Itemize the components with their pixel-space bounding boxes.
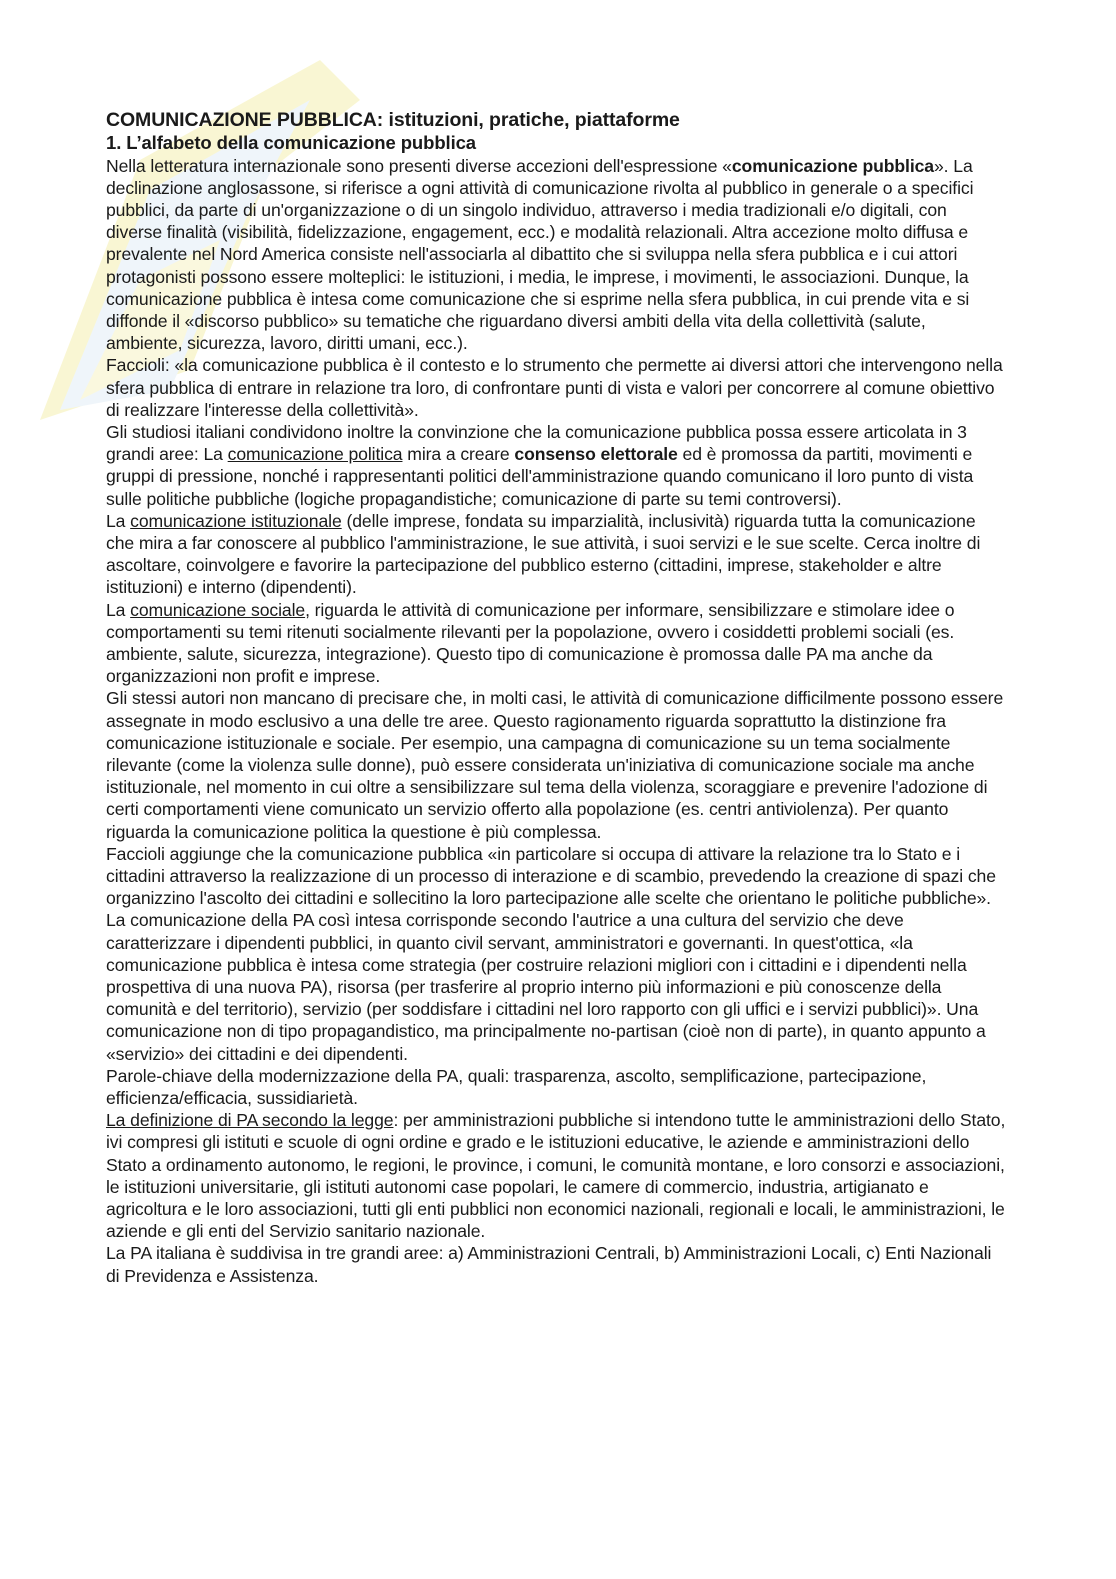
text-run: : per amministrazioni pubbliche si intendono tutte le amministrazioni dello Stato, ivi compresi gli istituti e scuole di ogni ordine e grado e le istituzioni educative, le aziende e amministrazioni dello Stato a ordinamento autonomo, le regioni, le province, i comuni, le comunità montane, e loro consorzi e associazioni, le istituzioni universitarie, gli istituti autonomi case popolari, le camere di commercio, industria, artigianato e agricoltura e le loro associazioni, tutti gli enti pubblici non economici nazionali, regionali e locali, le amministrazioni, le aziende e gli enti del Servizio sanitario nazionale. [106,1110,1006,1242]
text-run: Nella letteratura internazionale sono presenti diverse accezioni dell'espressione « [106,155,732,176]
paragraph-pa-areas: La PA italiana è suddivisa in tre grandi aree: a) Amministrazioni Centrali, b) Amministrazioni Locali, c) Enti Nazionali di Previdenza e Assistenza. [106,1243,992,1286]
paragraph-social [106,599,1006,688]
text-run: ed è promossa da partiti, movimenti e gruppi di pressione, nonché i rappresentanti politici dell'amministrazione quando comunicano il loro punto di vista sulle politiche pubbliche (logiche propagandistiche; comunicazione di parte su temi controversi). [106,444,974,509]
underlined-term: comunicazione politica [227,444,403,465]
bold-term: consenso elettorale [514,444,678,465]
underlined-term: comunicazione istituzionale [130,510,342,531]
paragraph-keywords: Parole-chiave della modernizzazione della PA, quali: trasparenza, ascolto, semplificazione, partecipazione, efficienza/efficacia, sussidiarietà. [106,1065,927,1109]
paragraph-overlap: Gli stessi autori non mancano di precisare che, in molti casi, le attività di comunicazione difficilmente possono essere assegnate in modo esclusivo a una delle tre aree. Questo ragionamento riguarda soprattutto la distinzione fra comunicazione istituzionale e sociale. Per esempio, una campagna di comunicazione su un tema socialmente rilevante (come la violenza sulle donne), può essere considerata un'iniziativa di comunicazione sociale ma anche istituzionale, nel momento in cui oltre a sensibilizzare sul tema della violenza, scoraggiare e prevenire l'adozione di certi comportamenti viene comunicato un servizio offerto alla popolazione (es. centri antiviolenza). Per quanto riguarda la comunicazione politica la questione è più complessa. [106,688,1004,842]
document-title: COMUNICAZIONE PUBBLICA: istituzioni, pratiche, piattaforme [106,109,680,131]
text-run: La [106,510,131,531]
section-heading: 1. L’alfabeto della comunicazione pubblica [106,132,476,153]
document-page [106,108,1006,1287]
underlined-term: La definizione di PA secondo la legge [106,1110,394,1131]
paragraph-definitions [106,155,1006,355]
paragraph-faccioli-quote: Faccioli: «la comunicazione pubblica è il contesto e lo strumento che permette ai diversi attori che intervengono nella sfera pubblica di entrare in relazione tra loro, di confrontare punti di vista e valori per concorrere al comune obiettivo di realizzare l'interesse della collettività». [106,355,1003,420]
paragraph-institutional [106,510,1006,599]
bold-term: comunicazione pubblica [731,155,934,176]
underlined-term: comunicazione sociale [130,599,306,620]
text-run: ». La declinazione anglosassone, si riferisce a ogni attività di comunicazione rivolta al pubblico in generale o a specifici pubblici, da parte di un'organizzazione o di un singolo individuo, attraverso i media tradizionali e/o digitali, con diverse finalità (visibilità, fidelizzazione, engagement, ecc.) e modalità relazionali. Altra accezione molto diffusa e prevalente nel Nord America consiste nell'associarla al dibattito che si sviluppa nella sfera pubblica e i cui attori protagonisti possono essere molteplici: le istituzioni, i media, le imprese, i movimenti, le associazioni. Dunque, la comunicazione pubblica è intesa come comunicazione che si esprime nella sfera pubblica, in cui prende vita e si diffonde il «discorso pubblico» su tematiche che riguardano diversi ambiti della vita della collettività (salute, ambiente, sicurezza, lavoro, diritti umani, ecc.). [106,155,974,354]
paragraph-pa-definition [106,1109,1006,1242]
text-run: mira a creare [402,444,515,465]
text-run: La [106,599,131,620]
text-run: , riguarda le attività di comunicazione per informare, sensibilizzare e stimolare idee o comportamenti su temi ritenuti socialmente rilevanti per la popolazione, ovvero i cosiddetti problemi sociali (es. ambiente, salute, sicurezza, integrazione). Questo tipo di comunicazione è promossa dalle PA ma anche da organizzazioni non profit e imprese. [106,599,955,687]
paragraph-faccioli-relation: Faccioli aggiunge che la comunicazione pubblica «in particolare si occupa di attivare la relazione tra lo Stato e i cittadini attraverso la realizzazione di un processo di interazione e di scambio, prevedendo la creazione di spazi che organizzino l'ascolto dei cittadini e sollecitino la loro partecipazione alle scelte che orientano le politiche pubbliche». La comunicazione della PA così intesa corrisponde secondo l'autrice a una cultura del servizio che deve caratterizzare i dipendenti pubblici, in quanto civil servant, amministratori e governanti. In quest'ottica, «la comunicazione pubblica è intesa come strategia (per costruire relazioni migliori con i cittadini e i dipendenti nella prospettiva di una nuova PA), risorsa (per trasferire al proprio interno più informazioni e più conoscenze della comunità e del territorio), servizio (per soddisfare i cittadini nel loro rapporto con gli uffici e i servizi pubblici)». Una comunicazione non di tipo propagandistico, ma principalmente no-partisan (cioè non di parte), in quanto appunto a «servizio» dei cittadini e dei dipendenti. [106,843,996,1064]
text-run: (delle imprese, fondata su imparzialità, inclusività) riguarda tutta la comunicazione che mira a far conoscere al pubblico l'amministrazione, le sue attività, i suoi servizi e le sue scelte. Cerca inoltre di ascoltare, coinvolgere e favorire la partecipazione del pubblico esterno (cittadini, imprese, stakeholder e altre istituzioni) e interno (dipendenti). [106,510,981,598]
paragraph-three-areas [106,421,1006,510]
text-run: Gli studiosi italiani condividono inoltre la convinzione che la comunicazione pubblica possa essere articolata in 3 grandi aree: La [106,421,967,465]
